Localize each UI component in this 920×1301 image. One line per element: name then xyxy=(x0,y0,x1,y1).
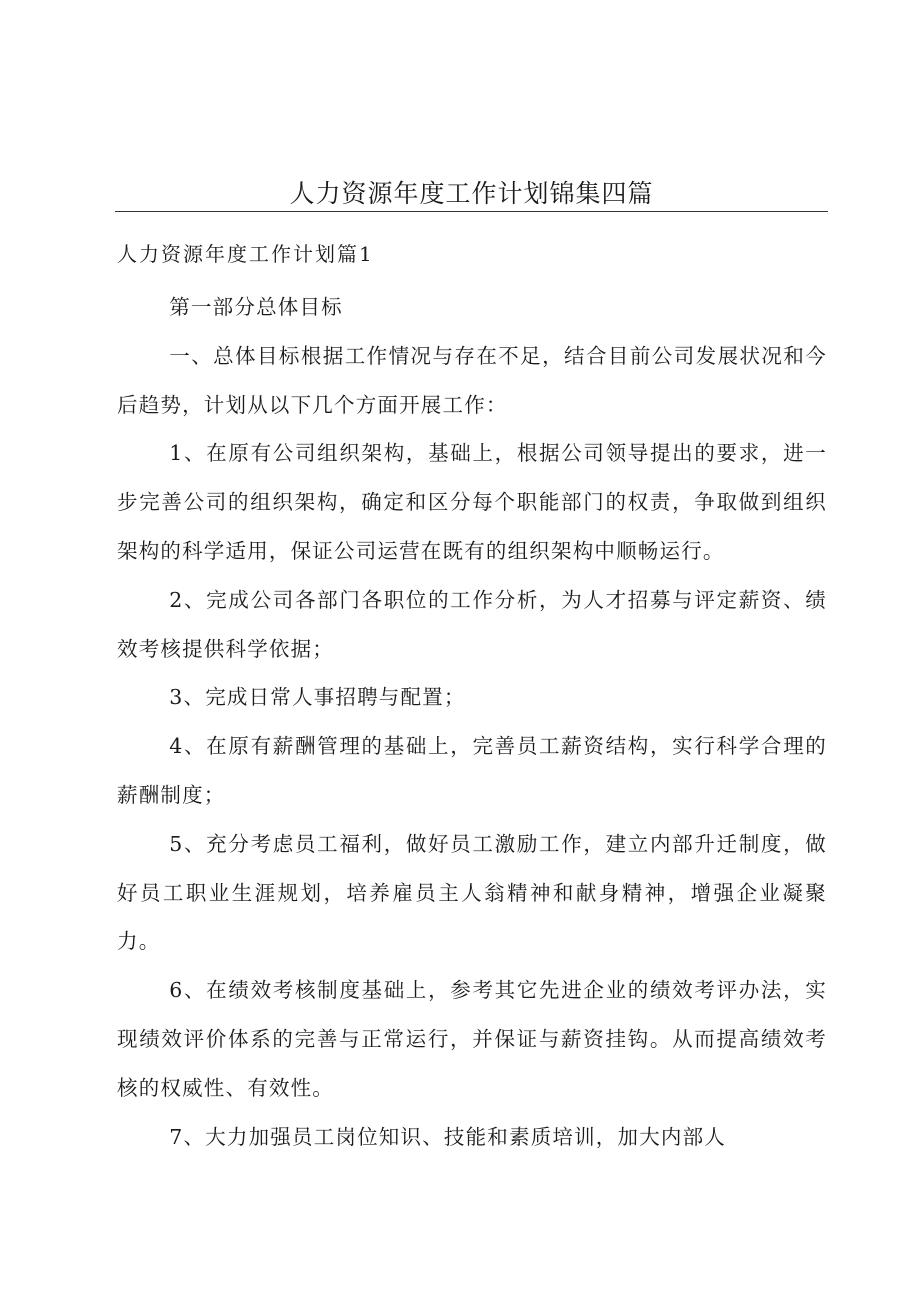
paragraph-item-7: 7、大力加强员工岗位知识、技能和素质培训，加大内部人 xyxy=(169,1124,727,1149)
paragraph-item-4: 4、在原有薪酬管理的基础上，完善员工薪资结构，实行科学合理的薪酬制度； xyxy=(117,734,827,807)
paragraph-item-3: 3、完成日常人事招聘与配置； xyxy=(169,685,466,710)
paragraph-overall-goal: 一、总体目标根据工作情况与存在不足，结合目前公司发展状况和今后趋势，计划从以下几个方面开展工作： xyxy=(117,343,827,417)
document-title: 人力资源年度工作计划锦集四篇 xyxy=(289,179,654,208)
title-underline-divider xyxy=(115,211,828,212)
paragraph-item-2: 2、完成公司各部门各职位的工作分析，为人才招募与评定薪资、绩效考核提供科学依据； xyxy=(117,587,827,661)
paragraph-part-one-heading: 第一部分总体目标 xyxy=(169,295,343,319)
section-heading: 人力资源年度工作计划篇1 xyxy=(117,242,374,266)
paragraph-item-6: 6、在绩效考核制度基础上，参考其它先进企业的绩效考评办法，实现绩效评价体系的完善与正常运行，并保证与薪资挂钩。从而提高绩效考核的权威性、有效性。 xyxy=(117,978,827,1100)
paragraph-item-1: 1、在原有公司组织架构，基础上，根据公司领导提出的要求，进一步完善公司的组织架构，确定和区分每个职能部门的权责，争取做到组织架构的科学适用，保证公司运营在既有的组织架构中顺畅运行。 xyxy=(117,441,827,563)
document-body xyxy=(117,283,827,1161)
paragraph-item-5: 5、充分考虑员工福利，做好员工激励工作，建立内部升迁制度，做好员工职业生涯规划，培养雇员主人翁精神和献身精神，增强企业凝聚力。 xyxy=(117,831,827,954)
